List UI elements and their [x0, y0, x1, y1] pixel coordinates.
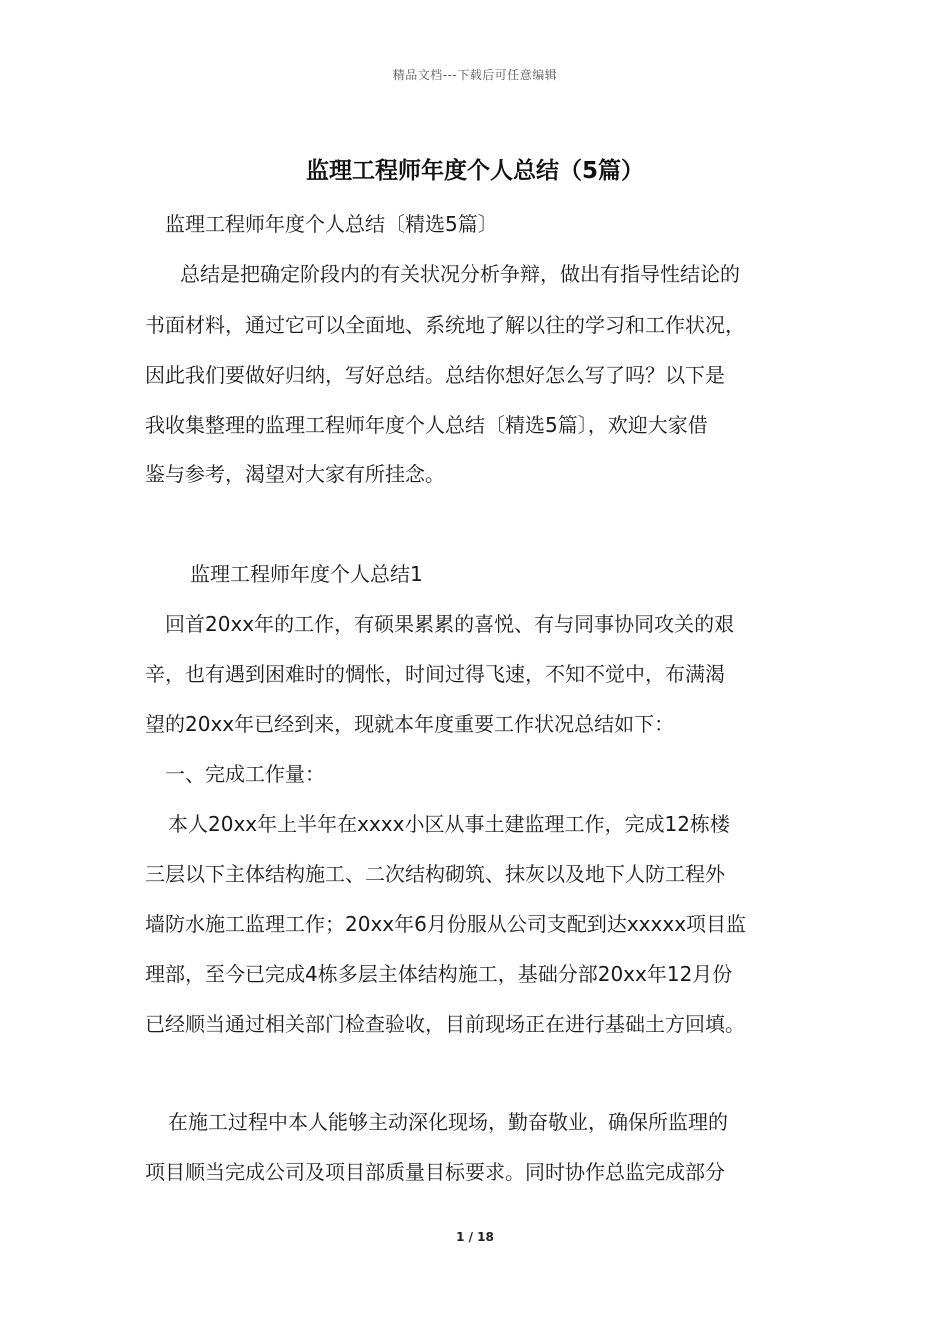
paragraph-line: 辛，也有遇到困难时的惆怅，时间过得飞速，不知不觉中，布满渴: [145, 662, 725, 686]
paragraph-line: 三层以下主体结构施工、二次结构砌筑、抹灰以及地下人防工程外: [145, 862, 725, 886]
paragraph-line: 在施工过程中本人能够主动深化现场，勤奋敬业，确保所监理的: [168, 1110, 728, 1134]
paragraph-line: 墙防水施工监理工作；20xx年6月份服从公司支配到达xxxxx项目监: [145, 912, 747, 936]
paragraph-line: 回首20xx年的工作，有硕果累累的喜悦、有与同事协同攻关的艰: [165, 612, 735, 636]
paragraph-line: 本人20xx年上半年在xxxx小区从事土建监理工作，完成12栋楼: [168, 812, 730, 836]
paragraph-line: 鉴与参考，渴望对大家有所挂念。: [145, 462, 445, 486]
paragraph-line: 我收集整理的监理工程师年度个人总结〔精选5篇〕，欢迎大家借: [145, 413, 708, 437]
paragraph-line: 望的20xx年已经到来，现就本年度重要工作状况总结如下：: [145, 712, 675, 736]
paragraph-line: 理部，至今已完成4栋多层主体结构施工，基础分部20xx年12月份: [145, 962, 733, 986]
paragraph-line: 书面材料，通过它可以全面地、系统地了解以往的学习和工作状况，: [145, 313, 745, 337]
paragraph-line: 项目顺当完成公司及项目部质量目标要求。同时协作总监完成部分: [145, 1160, 725, 1184]
section-heading: 监理工程师年度个人总结1: [190, 562, 423, 586]
paragraph-line: 因此我们要做好归纳，写好总结。总结你想好怎么写了吗？以下是: [145, 363, 725, 387]
subtitle-line: 监理工程师年度个人总结〔精选5篇〕: [165, 212, 498, 236]
paragraph-line: 总结是把确定阶段内的有关状况分析争辩，做出有指导性结论的: [180, 262, 740, 286]
page-number: 1 / 18: [456, 1230, 494, 1244]
list-heading: 一、完成工作量：: [165, 762, 325, 786]
paragraph-line: 已经顺当通过相关部门检查验收，目前现场正在进行基础土方回填。: [145, 1012, 745, 1036]
page-header-note: 精品文档---下载后可任意编辑: [392, 68, 558, 82]
document-title: 监理工程师年度个人总结（5篇）: [305, 158, 644, 184]
